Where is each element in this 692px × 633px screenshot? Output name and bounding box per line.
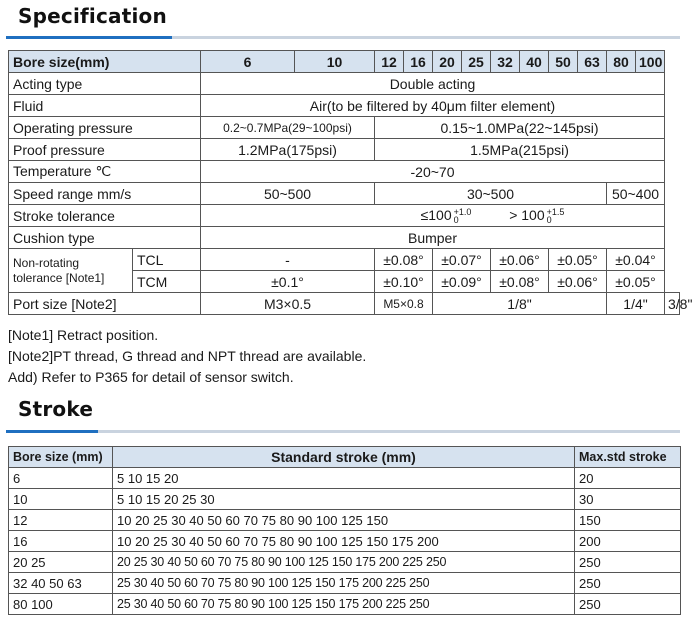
bore-63: 63 — [578, 51, 607, 73]
stroke-row-bore: 32 40 50 63 — [9, 573, 113, 594]
tcl-bore-12-16: ±0.08° — [375, 249, 433, 271]
tcl-bore-80-100: ±0.04° — [607, 249, 665, 271]
stroke-row-bore: 80 100 — [9, 594, 113, 615]
speed-range-mid: 30~500 — [375, 183, 607, 205]
bore-32: 32 — [491, 51, 520, 73]
tcm-bore-32-40: ±0.08° — [491, 271, 549, 293]
stroke-row-bore: 10 — [9, 489, 113, 510]
acting-type-label: Acting type — [9, 73, 201, 95]
tcm-bore-20-25: ±0.09° — [433, 271, 491, 293]
temperature-label: Temperature ℃ — [9, 161, 201, 183]
stroke-tol-part1: ≤100 — [420, 206, 452, 223]
stroke-row — [9, 594, 681, 615]
non-rotating-label: Non-rotating tolerance [Note1] — [9, 249, 133, 293]
tcm-bore-6-10: ±0.1° — [201, 271, 375, 293]
proof-pressure-large: 1.5MPa(215psi) — [375, 139, 665, 161]
spec-title-accent — [6, 36, 172, 39]
specification-title: Specification — [18, 4, 167, 28]
stroke-table — [8, 446, 681, 615]
specification-table — [8, 50, 692, 315]
stroke-title-accent — [6, 430, 98, 433]
stroke-row-strokes: 25 30 40 50 60 70 75 80 90 100 125 150 175 200 225 250 — [113, 573, 575, 594]
stroke-row-strokes: 5 10 15 20 — [113, 468, 575, 489]
stroke-row-strokes: 20 25 30 40 50 60 70 75 80 90 100 125 150 175 200 225 250 — [113, 552, 575, 573]
stroke-max-header: Max.std stroke — [575, 447, 681, 468]
bore-10: 10 — [295, 51, 375, 73]
stroke-tolerance-label: Stroke tolerance — [9, 205, 201, 227]
tcm-bore-80-100: ±0.05° — [607, 271, 665, 293]
tcm-bore-50-63: ±0.06° — [549, 271, 607, 293]
stroke-row-max: 30 — [575, 489, 681, 510]
stroke-tol-part2-limits: +1.5 0 — [546, 207, 565, 226]
bore-size-row — [9, 51, 680, 73]
cushion-type-row — [9, 227, 680, 249]
stroke-tol-part2: > 100 — [509, 206, 545, 223]
tcl-bore-32-40: ±0.06° — [491, 249, 549, 271]
fluid-row — [9, 95, 680, 117]
stroke-row-bore: 12 — [9, 510, 113, 531]
stroke-row-max: 250 — [575, 594, 681, 615]
stroke-row — [9, 531, 681, 552]
non-rotating-tcl-row — [9, 249, 680, 271]
speed-range-large: 50~400 — [607, 183, 665, 205]
cushion-type-label: Cushion type — [9, 227, 201, 249]
bore-20: 20 — [433, 51, 462, 73]
tcl-bore-20-25: ±0.07° — [433, 249, 491, 271]
operating-pressure-large: 0.15~1.0MPa(22~145psi) — [375, 117, 665, 139]
speed-range-label: Speed range mm/s — [9, 183, 201, 205]
tcl-label: TCL — [133, 249, 201, 271]
proof-pressure-row — [9, 139, 680, 161]
stroke-title-rule — [6, 430, 680, 433]
stroke-tolerance-row — [9, 205, 680, 227]
port-size-row — [9, 293, 680, 315]
tcm-label: TCM — [133, 271, 201, 293]
note-add: Add) Refer to P365 for detail of sensor switch. — [8, 369, 294, 385]
stroke-tolerance-value — [201, 205, 665, 227]
stroke-row — [9, 552, 681, 573]
stroke-row — [9, 468, 681, 489]
stroke-header-row — [9, 447, 681, 468]
stroke-standard-header: Standard stroke (mm) — [113, 447, 575, 468]
stroke-row-bore: 6 — [9, 468, 113, 489]
stroke-row-max: 250 — [575, 552, 681, 573]
acting-type-row — [9, 73, 680, 95]
bore-80: 80 — [607, 51, 636, 73]
bore-12: 12 — [375, 51, 404, 73]
stroke-row-max: 20 — [575, 468, 681, 489]
stroke-title: Stroke — [18, 397, 94, 421]
stroke-row-bore: 20 25 — [9, 552, 113, 573]
acting-type-value: Double acting — [201, 73, 665, 95]
stroke-row-strokes: 10 20 25 30 40 50 60 70 75 80 90 100 125 150 175 200 — [113, 531, 575, 552]
stroke-row — [9, 573, 681, 594]
stroke-row-max: 250 — [575, 573, 681, 594]
temperature-row — [9, 161, 680, 183]
bore-40: 40 — [520, 51, 549, 73]
speed-range-small: 50~500 — [201, 183, 375, 205]
fluid-value: Air(to be filtered by 40μm filter element) — [201, 95, 665, 117]
cushion-type-value: Bumper — [201, 227, 665, 249]
bore-6: 6 — [201, 51, 295, 73]
stroke-row-max: 200 — [575, 531, 681, 552]
port-size-1-8: 1/8" — [433, 293, 607, 315]
bore-size-label: Bore size(mm) — [9, 51, 201, 73]
bore-100: 100 — [636, 51, 665, 73]
stroke-row — [9, 510, 681, 531]
operating-pressure-small: 0.2~0.7MPa(29~100psi) — [201, 117, 375, 139]
speed-range-row — [9, 183, 680, 205]
tcl-bore-6-10: - — [201, 249, 375, 271]
proof-pressure-small: 1.2MPa(175psi) — [201, 139, 375, 161]
note-1: [Note1] Retract position. — [8, 327, 159, 343]
note-2: [Note2]PT thread, G thread and NPT thread are available. — [8, 348, 367, 364]
stroke-tol-part1-limits: +1.0 0 — [453, 207, 472, 226]
notes — [8, 325, 366, 388]
bore-16: 16 — [404, 51, 433, 73]
tcl-bore-50-63: ±0.05° — [549, 249, 607, 271]
temperature-value: -20~70 — [201, 161, 665, 183]
operating-pressure-label: Operating pressure — [9, 117, 201, 139]
tcm-bore-12-16: ±0.10° — [375, 271, 433, 293]
port-size-m3: M3×0.5 — [201, 293, 375, 315]
port-size-1-4: 1/4" — [607, 293, 665, 315]
stroke-row — [9, 489, 681, 510]
stroke-row-strokes: 5 10 15 20 25 30 — [113, 489, 575, 510]
bore-25: 25 — [462, 51, 491, 73]
operating-pressure-row — [9, 117, 680, 139]
stroke-row-max: 150 — [575, 510, 681, 531]
stroke-row-strokes: 10 20 25 30 40 50 60 70 75 80 90 100 125 150 — [113, 510, 575, 531]
port-size-m5: M5×0.8 — [375, 293, 433, 315]
stroke-row-strokes: 25 30 40 50 60 70 75 80 90 100 125 150 175 200 225 250 — [113, 594, 575, 615]
port-size-label: Port size [Note2] — [9, 293, 201, 315]
port-size-3-8: 3/8" — [665, 293, 680, 315]
stroke-row-bore: 16 — [9, 531, 113, 552]
stroke-bore-header: Bore size (mm) — [9, 447, 113, 468]
fluid-label: Fluid — [9, 95, 201, 117]
bore-50: 50 — [549, 51, 578, 73]
proof-pressure-label: Proof pressure — [9, 139, 201, 161]
